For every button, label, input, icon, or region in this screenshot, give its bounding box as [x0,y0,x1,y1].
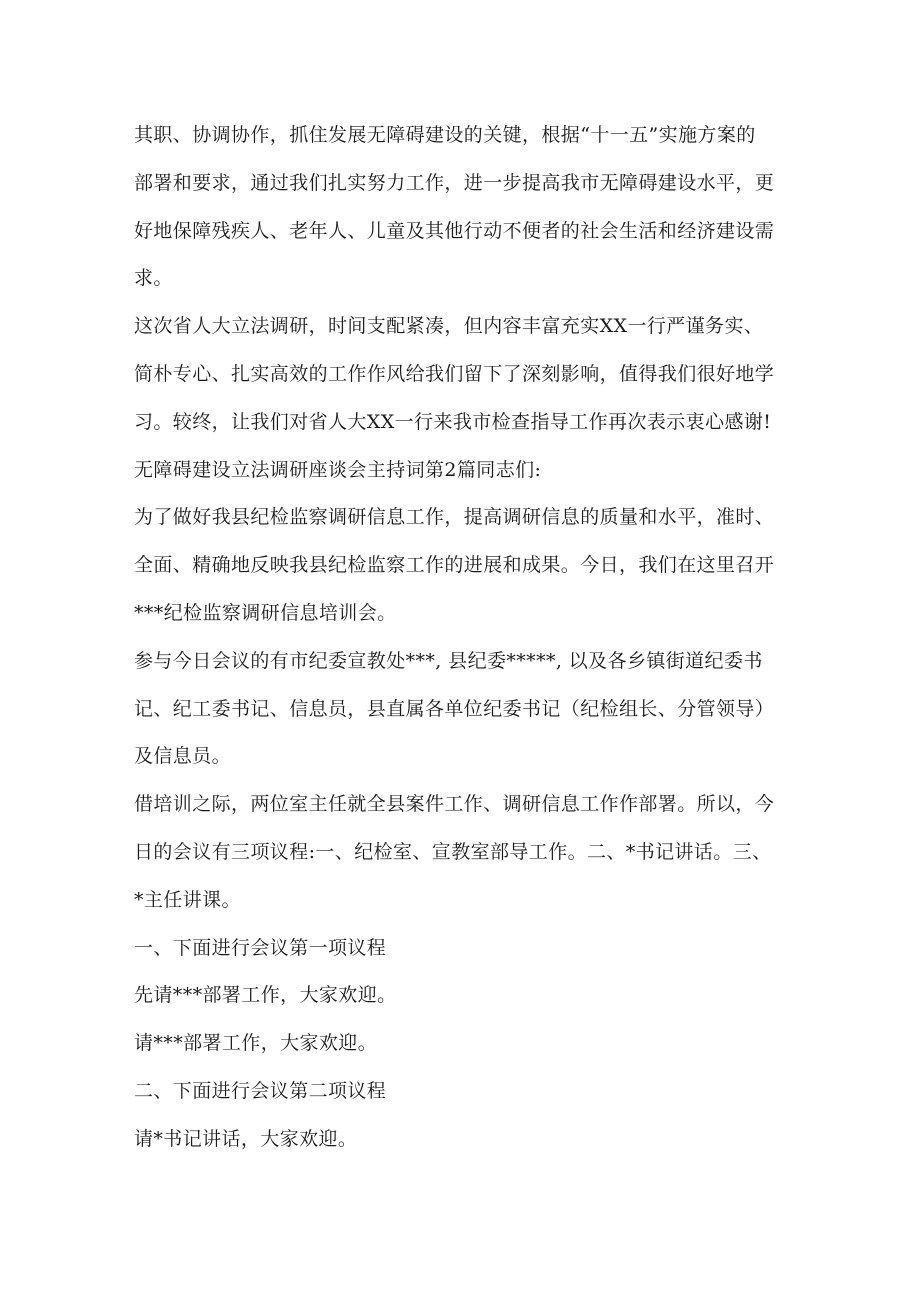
text-line: 习。较终，让我们对省人大XX一行来我市检查指导工作再次表示衷心感谢! [134,410,772,433]
section-heading: 无障碍建设立法调研座谈会主持词第2篇同志们: [134,458,542,481]
text-line: 全面、精确地反映我县纪检监察工作的进展和成果。今日，我们在这里召开 [134,554,775,577]
text-line: 这次省人大立法调研，时间支配紧凑，但内容丰富充实XX一行严谨务实、 [134,315,764,338]
text-line: 先请***部署工作，大家欢迎。 [134,984,397,1007]
text-line: 借培训之际，两位室主任就全县案件工作、调研信息工作作部署。所以，今 [134,793,775,816]
text-line: 及信息员。 [134,745,232,768]
text-line: 记、纪工委书记、信息员，县直属各单位纪委书记（纪检组长、分管领导） [134,697,775,720]
text-line: 参与今日会议的有市纪委宣教处***, 县纪委*****, 以及各乡镇街道纪委书 [134,649,763,672]
text-line: 简朴专心、扎实高效的工作作风给我们留下了深刻影响，值得我们很好地学 [134,362,775,385]
text-line: 请***部署工作，大家欢迎。 [134,1032,378,1055]
text-line: ***纪检监察调研信息培训会。 [134,601,397,624]
text-line: 求。 [134,267,173,290]
text-line: 日的会议有三项议程:一、纪检室、宣教室部导工作。二、*书记讲话。三、 [134,840,772,863]
text-line: 部署和要求，通过我们扎实努力工作，进一步提高我市无障碍建设水平，更 [134,171,775,194]
agenda-item: 二、下面进行会议第二项议程 [134,1079,387,1102]
document-body [134,112,794,1164]
text-line: 请*书记讲话，大家欢迎。 [134,1127,358,1150]
agenda-item: 一、下面进行会议第一项议程 [134,936,387,959]
text-line: 为了做好我县纪检监察调研信息工作，提高调研信息的质量和水平，准时、 [134,506,775,529]
text-line: 其职、协调协作，抓住发展无障碍建设的关键，根据“十一五”实施方案的 [134,124,756,146]
text-line: *主任讲课。 [134,888,241,911]
text-line: 好地保障残疾人、老年人、儿童及其他行动不便者的社会生活和经济建设需 [134,219,775,242]
